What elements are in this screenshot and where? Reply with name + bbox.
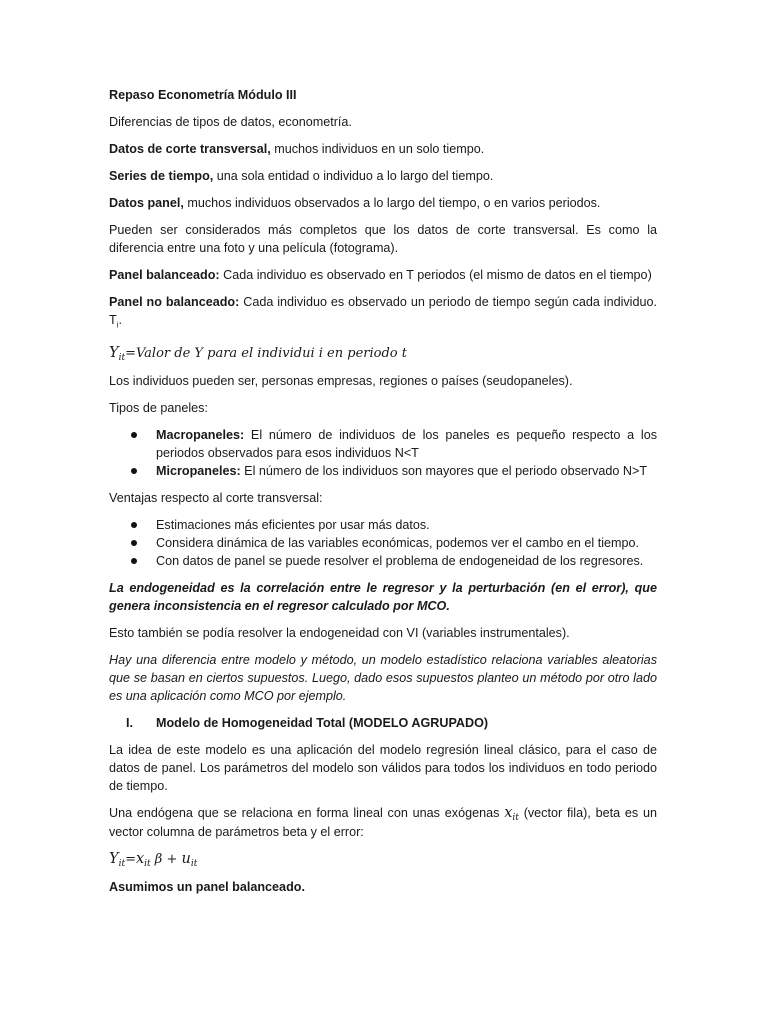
list-item-advantage xyxy=(109,534,657,552)
bullet-icon xyxy=(131,468,137,474)
math-symbol-beta: β xyxy=(150,851,163,867)
document-title: Repaso Econometría Módulo III xyxy=(109,88,297,102)
term-cross-section: Datos de corte transversal, xyxy=(109,142,271,156)
list-item-macropanels xyxy=(109,426,657,462)
section-title: Modelo de Homogeneidad Total (MODELO AGRUPADO) xyxy=(156,715,489,730)
math-symbol-u: u xyxy=(181,850,191,867)
paragraph-unbalanced-panel xyxy=(109,293,657,335)
period-mark: . xyxy=(118,313,122,327)
math-subscript: it xyxy=(118,352,126,363)
paragraph-balanced-panel xyxy=(109,266,657,284)
definition-text: El número de individuos de los paneles es pequeño respecto a los periodos observados para esos individuos N<T xyxy=(156,427,657,460)
paragraph-time-series xyxy=(109,167,657,185)
list-panel-types xyxy=(109,426,657,480)
math-subscript: it xyxy=(144,858,151,869)
paragraph-cross-section xyxy=(109,140,657,158)
paragraph-endogeneity: La endogeneidad es la correlación entre le regresor y la perturbación (en el error), que genera inconsistencia en el regresor calculado por MCO. xyxy=(109,580,657,613)
equation-y-definition xyxy=(109,344,657,363)
list-item-micropanels xyxy=(109,462,657,480)
paragraph-panel-types-heading: Tipos de paneles: xyxy=(109,400,208,415)
math-text: Valor de Y para el individui i en periodo t xyxy=(135,345,407,361)
list-item-advantage xyxy=(109,516,657,534)
document-body xyxy=(109,86,657,905)
definition-text: Cada individuo es observado un periodo de tiempo según cada individuo. T xyxy=(109,295,657,327)
term-time-series: Series de tiempo, xyxy=(109,169,214,183)
subscript-i: i xyxy=(116,320,119,330)
math-equals: = xyxy=(125,851,136,867)
text-part: (vector fila), beta es un vector columna de parámetros beta y el error: xyxy=(109,805,657,839)
math-symbol-x: x xyxy=(504,804,513,821)
paragraph-advantages-heading: Ventajas respecto al corte transversal: xyxy=(109,490,323,505)
term-unbalanced-panel: Panel no balanceado: xyxy=(109,295,240,309)
math-equals: = xyxy=(125,345,136,361)
paragraph-individuals: Los individuos pueden ser, personas empresas, regiones o países (seudopaneles). xyxy=(109,373,573,388)
advantage-text: Con datos de panel se puede resolver el problema de endogeneidad de los regresores. xyxy=(156,553,644,568)
math-symbol-y: Y xyxy=(109,850,119,867)
math-symbol-x: x xyxy=(135,850,145,867)
definition-text: El número de los individuos son mayores que el periodo observado N>T xyxy=(240,463,648,478)
paragraph-model-idea: La idea de este modelo es una aplicación del modelo regresión lineal clásico, para el caso de datos de panel. Los parámetros del modelo son válidos para todos los individuos en todo periodo de tiempo. xyxy=(109,742,657,793)
math-x-inline xyxy=(504,806,519,821)
paragraph-completeness: Pueden ser considerados más completos que los datos de corte transversal. Es como la diferencia entre una foto y una película (fotograma). xyxy=(109,223,657,255)
advantage-text: Considera dinámica de las variables económicas, podemos ver el cambo en el tiempo. xyxy=(156,535,640,550)
paragraph-model-vs-method: Hay una diferencia entre modelo y método, un modelo estadístico relaciona variables aleatorias que se basan en ciertos supuestos. Luego, dado esos supuestos planteo un método por otro lado es una aplicación como MCO por ejemplo. xyxy=(109,652,657,703)
definition-text: muchos individuos en un solo tiempo. xyxy=(270,142,485,156)
term-micropanels: Micropaneles: xyxy=(156,463,241,478)
term-macropanels: Macropaneles: xyxy=(156,427,245,442)
bullet-icon xyxy=(131,522,137,528)
advantage-text: Estimaciones más eficientes por usar más datos. xyxy=(156,517,430,532)
definition-text: Cada individuo es observado en T periodos (el mismo de datos en el tiempo) xyxy=(219,268,652,282)
math-subscript: it xyxy=(118,858,126,869)
list-item-advantage xyxy=(109,552,657,570)
section-heading xyxy=(109,714,657,732)
math-subscript: it xyxy=(512,812,519,823)
equation-regression xyxy=(109,850,657,869)
math-plus: + xyxy=(162,851,182,867)
definition-text: una sola entidad o individuo a lo largo del tiempo. xyxy=(213,169,494,183)
term-balanced-panel: Panel balanceado: xyxy=(109,268,220,282)
definition-text: muchos individuos observados a lo largo del tiempo, o en varios periodos. xyxy=(183,196,601,210)
math-symbol-y: Y xyxy=(109,344,119,361)
bullet-icon xyxy=(131,432,137,438)
paragraph-balanced-assumption: Asumimos un panel balanceado. xyxy=(109,879,305,894)
list-advantages xyxy=(109,516,657,570)
math-subscript: it xyxy=(190,858,198,869)
paragraph-panel-data xyxy=(109,194,657,212)
bullet-icon xyxy=(131,558,137,564)
text-part: Una endógena que se relaciona en forma lineal con unas exógenas xyxy=(109,805,505,820)
bullet-icon xyxy=(131,540,137,546)
term-panel-data: Datos panel, xyxy=(109,196,184,210)
section-number: I. xyxy=(126,715,133,730)
paragraph-endogenous xyxy=(109,804,657,841)
paragraph-instrumental-variables: Esto también se podía resolver la endogeneidad con VI (variables instrumentales). xyxy=(109,625,570,640)
paragraph-data-types: Diferencias de tipos de datos, econometría. xyxy=(109,115,352,129)
